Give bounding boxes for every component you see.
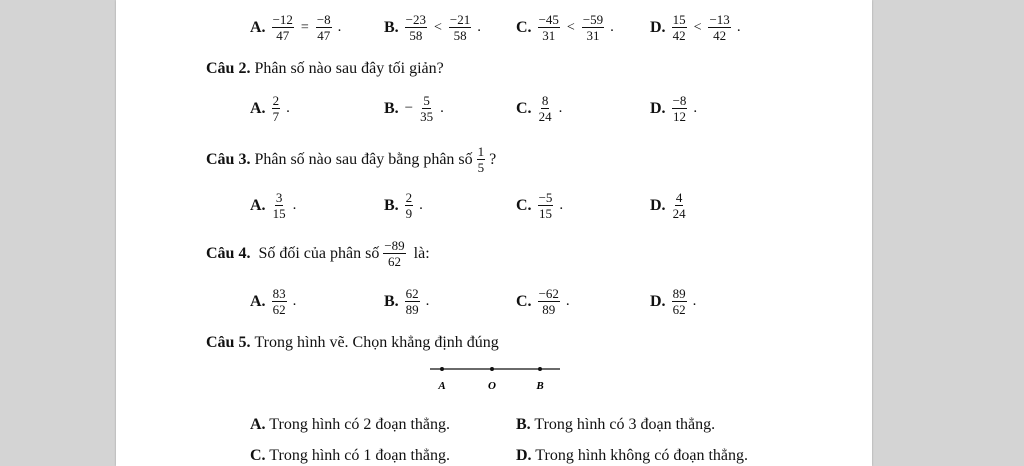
question-label: Câu 4. bbox=[206, 244, 251, 262]
denominator: 58 bbox=[453, 28, 467, 43]
q3-option-c bbox=[516, 190, 563, 221]
operator: < bbox=[566, 19, 575, 35]
denominator: 42 bbox=[713, 28, 727, 43]
q5-option-b bbox=[516, 416, 715, 434]
point-b-label: B bbox=[536, 380, 544, 392]
fraction bbox=[477, 144, 486, 175]
numerator: 4 bbox=[675, 190, 683, 205]
option-letter: D. bbox=[650, 292, 666, 310]
fraction bbox=[708, 12, 730, 43]
q5-option-c bbox=[250, 447, 450, 465]
fraction bbox=[383, 238, 405, 269]
option-letter: B. bbox=[384, 99, 399, 117]
q1-option-c bbox=[516, 12, 614, 43]
fraction bbox=[316, 12, 332, 43]
denominator: 35 bbox=[420, 109, 434, 124]
operator: < bbox=[434, 19, 442, 35]
numerator: −59 bbox=[582, 12, 604, 27]
question-label: Câu 2. bbox=[206, 60, 251, 77]
option-letter: A. bbox=[250, 18, 266, 36]
question-text: Số đối của phân số bbox=[258, 244, 380, 262]
option-letter: D. bbox=[650, 196, 666, 214]
period: . bbox=[337, 19, 342, 35]
fraction bbox=[538, 12, 560, 43]
denominator: 89 bbox=[405, 302, 419, 317]
denominator: 7 bbox=[272, 109, 280, 124]
q3-option-a bbox=[250, 190, 296, 221]
period: . bbox=[558, 100, 563, 116]
question-text: Phân số nào sau đây bằng phân số bbox=[254, 150, 473, 168]
denominator: 9 bbox=[405, 206, 413, 221]
fraction bbox=[672, 93, 688, 124]
option-letter: C. bbox=[250, 447, 266, 464]
denominator: 62 bbox=[272, 302, 286, 317]
fraction bbox=[272, 93, 281, 124]
option-text: Trong hình có 3 đoạn thẳng. bbox=[534, 416, 716, 433]
operator: < bbox=[693, 19, 702, 35]
point-o-dot bbox=[490, 367, 494, 371]
q3-option-d bbox=[650, 190, 687, 221]
q1-option-d bbox=[650, 12, 741, 43]
fraction bbox=[538, 286, 560, 317]
q4-option-b bbox=[384, 286, 429, 317]
period: . bbox=[736, 19, 741, 35]
numerator: −45 bbox=[538, 12, 559, 27]
numerator: −21 bbox=[449, 12, 471, 27]
option-letter: B. bbox=[384, 292, 399, 310]
q1-option-a bbox=[250, 12, 341, 43]
numerator: 8 bbox=[541, 93, 549, 108]
fraction bbox=[405, 12, 427, 43]
fraction bbox=[405, 286, 420, 317]
option-letter: C. bbox=[516, 196, 532, 214]
denominator: 24 bbox=[672, 206, 686, 221]
q2-option-d bbox=[650, 93, 697, 124]
denominator: 89 bbox=[542, 302, 556, 317]
numerator: 62 bbox=[405, 286, 419, 301]
denominator: 15 bbox=[538, 206, 552, 221]
numerator: −23 bbox=[405, 12, 427, 27]
segment-figure bbox=[426, 360, 566, 396]
fraction bbox=[449, 12, 471, 43]
period: . bbox=[477, 19, 482, 35]
period: . bbox=[693, 100, 698, 116]
q4-option-d bbox=[650, 286, 696, 317]
period: . bbox=[559, 197, 564, 213]
option-letter: B. bbox=[384, 18, 399, 36]
fraction bbox=[582, 12, 604, 43]
point-a-dot bbox=[440, 367, 444, 371]
question-mark: ? bbox=[489, 150, 497, 168]
period: . bbox=[286, 100, 290, 116]
period: . bbox=[425, 293, 430, 309]
operator: = bbox=[300, 19, 309, 35]
fraction bbox=[538, 93, 553, 124]
option-letter: D. bbox=[650, 18, 666, 36]
q4-option-c bbox=[516, 286, 570, 317]
denominator: 5 bbox=[477, 160, 485, 175]
q4-option-a bbox=[250, 286, 296, 317]
period: . bbox=[440, 100, 444, 116]
period: . bbox=[610, 19, 614, 35]
option-letter: C. bbox=[516, 99, 532, 117]
numerator: 5 bbox=[423, 93, 430, 108]
option-letter: B. bbox=[516, 416, 531, 433]
numerator: −8 bbox=[672, 93, 687, 108]
denominator: 31 bbox=[542, 28, 556, 43]
period: . bbox=[565, 293, 570, 309]
denominator: 58 bbox=[409, 28, 423, 43]
q1-option-b bbox=[384, 12, 481, 43]
denominator: 31 bbox=[586, 28, 600, 43]
option-letter: D. bbox=[650, 99, 666, 117]
q2-stem bbox=[206, 60, 444, 78]
minus-sign: − bbox=[404, 100, 414, 116]
question-label: Câu 3. bbox=[206, 150, 251, 168]
option-letter: C. bbox=[516, 18, 532, 36]
q4-stem bbox=[206, 238, 430, 269]
denominator: 24 bbox=[538, 109, 552, 124]
denominator: 47 bbox=[276, 28, 290, 43]
numerator: 3 bbox=[275, 190, 283, 205]
q2-option-a bbox=[250, 93, 290, 124]
denominator: 12 bbox=[672, 109, 686, 124]
denominator: 62 bbox=[388, 254, 401, 269]
q2-option-c bbox=[516, 93, 562, 124]
option-text: Trong hình có 2 đoạn thẳng. bbox=[269, 416, 451, 433]
denominator: 47 bbox=[317, 28, 331, 43]
option-letter: A. bbox=[250, 196, 266, 214]
numerator: −8 bbox=[316, 12, 331, 27]
fraction bbox=[272, 286, 287, 317]
q3-stem bbox=[206, 144, 496, 175]
denominator: 42 bbox=[672, 28, 686, 43]
numerator: 83 bbox=[272, 286, 286, 301]
fraction bbox=[538, 190, 554, 221]
point-b-dot bbox=[538, 367, 542, 371]
numerator: −5 bbox=[538, 190, 553, 205]
option-text: Trong hình có 1 đoạn thẳng. bbox=[269, 447, 451, 464]
q5-option-a bbox=[250, 416, 450, 434]
question-tail: là: bbox=[413, 244, 430, 262]
period: . bbox=[292, 293, 297, 309]
period: . bbox=[292, 197, 297, 213]
q3-option-b bbox=[384, 190, 423, 221]
option-letter: A. bbox=[250, 416, 266, 433]
numerator: 2 bbox=[405, 190, 413, 205]
document-page bbox=[116, 0, 872, 466]
fraction bbox=[272, 12, 294, 43]
point-a-label: A bbox=[438, 380, 446, 392]
numerator: −62 bbox=[538, 286, 559, 301]
numerator: −13 bbox=[709, 12, 730, 27]
option-text: Trong hình không có đoạn thẳng. bbox=[535, 447, 749, 464]
q5-stem bbox=[206, 334, 499, 352]
fraction bbox=[419, 93, 434, 124]
question-text: Trong hình vẽ. Chọn khẳng định đúng bbox=[254, 334, 499, 351]
question-text: Phân số nào sau đây tối giản? bbox=[254, 60, 444, 77]
period: . bbox=[419, 197, 423, 213]
q5-option-d bbox=[516, 447, 748, 465]
fraction bbox=[672, 190, 687, 221]
option-letter: A. bbox=[250, 292, 266, 310]
fraction bbox=[672, 286, 687, 317]
option-letter: B. bbox=[384, 196, 399, 214]
option-letter: D. bbox=[516, 447, 532, 464]
period: . bbox=[692, 293, 697, 309]
q2-option-b bbox=[384, 93, 444, 124]
fraction bbox=[272, 190, 287, 221]
denominator: 62 bbox=[672, 302, 686, 317]
numerator: −12 bbox=[272, 12, 293, 27]
option-letter: A. bbox=[250, 99, 266, 117]
numerator: 15 bbox=[672, 12, 686, 27]
numerator: −89 bbox=[384, 238, 405, 253]
option-letter: C. bbox=[516, 292, 532, 310]
numerator: 89 bbox=[672, 286, 686, 301]
numerator: 2 bbox=[272, 93, 280, 108]
denominator: 15 bbox=[272, 206, 286, 221]
fraction bbox=[672, 12, 687, 43]
numerator: 1 bbox=[477, 144, 485, 159]
fraction bbox=[405, 190, 414, 221]
point-o-label: O bbox=[488, 380, 496, 392]
question-label: Câu 5. bbox=[206, 334, 251, 351]
